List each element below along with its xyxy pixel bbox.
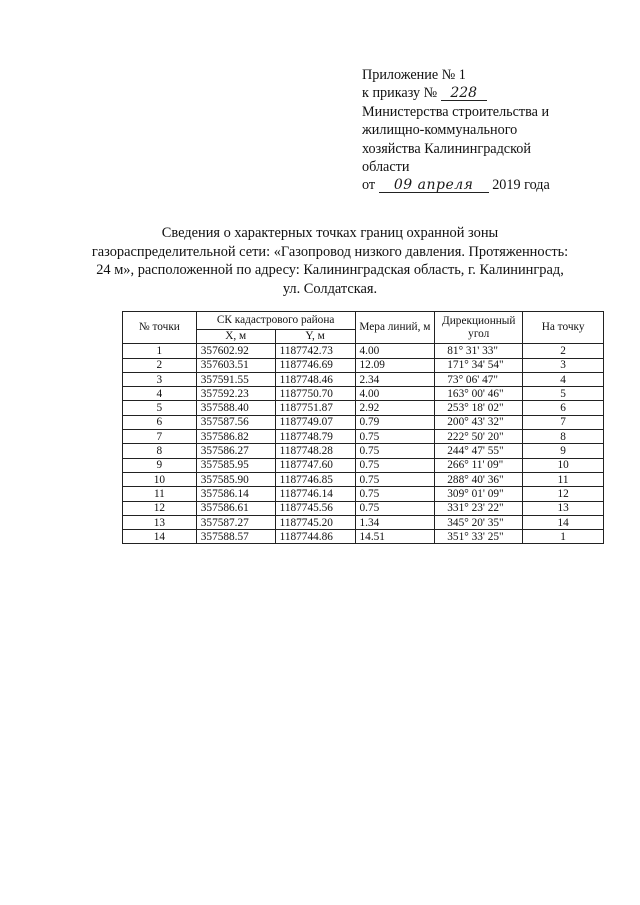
cell-x: 357587.56: [196, 415, 275, 429]
order-date-handwritten: 09 апреля: [379, 178, 489, 193]
cell-y: 1187746.69: [275, 358, 355, 372]
cell-to-point: 14: [523, 515, 604, 529]
appendix-header: [362, 66, 622, 195]
cell-y: 1187745.56: [275, 501, 355, 515]
cell-y: 1187747.60: [275, 458, 355, 472]
title-line: Сведения о характерных точках границ охранной зоны: [161, 225, 499, 241]
cell-point-number: 8: [123, 444, 197, 458]
cell-line-length: 0.75: [355, 430, 435, 444]
cell-y: 1187751.87: [275, 401, 355, 415]
cell-y: 1187748.28: [275, 444, 355, 458]
cell-directional-angle: 171° 34' 54": [435, 358, 523, 372]
cell-x: 357585.95: [196, 458, 275, 472]
cell-line-length: 0.79: [355, 415, 435, 429]
cell-directional-angle: 81° 31' 33": [435, 344, 523, 358]
cell-to-point: 7: [523, 415, 604, 429]
appendix-title: Приложение № 1: [362, 67, 466, 83]
table-row: [123, 372, 604, 386]
cell-directional-angle: 331° 23' 22": [435, 501, 523, 515]
table-row: [123, 501, 604, 515]
cell-directional-angle: 309° 01' 09": [435, 487, 523, 501]
cell-to-point: 1: [523, 530, 604, 544]
cell-to-point: 10: [523, 458, 604, 472]
table-row: [123, 472, 604, 486]
cell-point-number: 3: [123, 372, 197, 386]
cell-to-point: 5: [523, 387, 604, 401]
cell-x: 357586.82: [196, 430, 275, 444]
cell-directional-angle: 345° 20' 35": [435, 515, 523, 529]
cell-y: 1187749.07: [275, 415, 355, 429]
cell-point-number: 7: [123, 430, 197, 444]
cell-directional-angle: 200° 43' 32": [435, 415, 523, 429]
cell-to-point: 4: [523, 372, 604, 386]
table-row: [123, 358, 604, 372]
title-line: газораспределительной сети: «Газопровод низкого давления. Протяженность:: [91, 243, 569, 260]
cell-y: 1187745.20: [275, 515, 355, 529]
cell-line-length: 0.75: [355, 458, 435, 472]
header-y: Y, м: [275, 330, 355, 344]
cell-x: 357603.51: [196, 358, 275, 372]
cell-x: 357588.57: [196, 530, 275, 544]
cell-directional-angle: 244° 47' 55": [435, 444, 523, 458]
cell-point-number: 13: [123, 515, 197, 529]
table-body: [123, 344, 604, 544]
header-cadastral-system: СК кадастрового района: [196, 312, 355, 330]
header-line-length: Мера линий, м: [355, 312, 435, 344]
cell-to-point: 3: [523, 358, 604, 372]
document-title: [70, 224, 590, 298]
ministry-line-4: области: [362, 159, 410, 176]
header-x: X, м: [196, 330, 275, 344]
cell-x: 357602.92: [196, 344, 275, 358]
title-line: ул. Солдатская.: [282, 280, 378, 297]
cell-line-length: 2.34: [355, 372, 435, 386]
cell-to-point: 12: [523, 487, 604, 501]
header-point-number: № точки: [123, 312, 197, 344]
cell-y: 1187744.86: [275, 530, 355, 544]
cell-y: 1187742.73: [275, 344, 355, 358]
header-to-point: На точку: [523, 312, 604, 344]
cell-point-number: 2: [123, 358, 197, 372]
cell-directional-angle: 288° 40' 36": [435, 472, 523, 486]
cell-directional-angle: 266° 11' 09": [435, 458, 523, 472]
cell-to-point: 8: [523, 430, 604, 444]
header-directional-angle: Дирекционный угол: [435, 312, 523, 344]
table-row: [123, 530, 604, 544]
cell-line-length: 0.75: [355, 487, 435, 501]
cell-x: 357586.27: [196, 444, 275, 458]
boundary-points-table: [122, 311, 604, 544]
cell-directional-angle: 73° 06' 47": [435, 372, 523, 386]
cell-line-length: 2.92: [355, 401, 435, 415]
cell-point-number: 6: [123, 415, 197, 429]
cell-line-length: 4.00: [355, 344, 435, 358]
ministry-line-2: жилищно-коммунального: [362, 122, 518, 139]
cell-directional-angle: 253° 18' 02": [435, 401, 523, 415]
cell-x: 357592.23: [196, 387, 275, 401]
ministry-line-3: хозяйства Калининградской: [362, 140, 531, 157]
cell-directional-angle: 222° 50' 20": [435, 430, 523, 444]
cell-to-point: 13: [523, 501, 604, 515]
cell-line-length: 1.34: [355, 515, 435, 529]
cell-point-number: 14: [123, 530, 197, 544]
cell-line-length: 0.75: [355, 444, 435, 458]
cell-y: 1187750.70: [275, 387, 355, 401]
cell-line-length: 0.75: [355, 472, 435, 486]
ministry-line-1: Министерства строительства и: [362, 103, 550, 120]
cell-x: 357588.40: [196, 401, 275, 415]
table-row: [123, 515, 604, 529]
cell-point-number: 10: [123, 472, 197, 486]
cell-to-point: 9: [523, 444, 604, 458]
cell-x: 357587.27: [196, 515, 275, 529]
cell-x: 357591.55: [196, 372, 275, 386]
cell-to-point: 6: [523, 401, 604, 415]
cell-to-point: 11: [523, 472, 604, 486]
cell-to-point: 2: [523, 344, 604, 358]
cell-directional-angle: 351° 33' 25": [435, 530, 523, 544]
table-row: [123, 444, 604, 458]
cell-point-number: 5: [123, 401, 197, 415]
order-date: от 09 апреля 2019 года: [362, 177, 550, 194]
cell-point-number: 1: [123, 344, 197, 358]
cell-x: 357586.14: [196, 487, 275, 501]
cell-x: 357586.61: [196, 501, 275, 515]
table-row: [123, 401, 604, 415]
cell-point-number: 4: [123, 387, 197, 401]
table-row: [123, 415, 604, 429]
cell-point-number: 9: [123, 458, 197, 472]
table-row: [123, 387, 604, 401]
cell-line-length: 12.09: [355, 358, 435, 372]
table-row: [123, 458, 604, 472]
cell-point-number: 11: [123, 487, 197, 501]
table-row: [123, 344, 604, 358]
cell-directional-angle: 163° 00' 46": [435, 387, 523, 401]
table-row: [123, 430, 604, 444]
cell-y: 1187746.14: [275, 487, 355, 501]
cell-x: 357585.90: [196, 472, 275, 486]
cell-y: 1187748.79: [275, 430, 355, 444]
order-reference: к приказу № 228: [362, 84, 622, 102]
cell-y: 1187748.46: [275, 372, 355, 386]
cell-line-length: 14.51: [355, 530, 435, 544]
table-row: [123, 487, 604, 501]
title-line: 24 м», расположенной по адресу: Калининградская область, г. Калининград,: [96, 262, 564, 279]
cell-y: 1187746.85: [275, 472, 355, 486]
cell-line-length: 0.75: [355, 501, 435, 515]
cell-line-length: 4.00: [355, 387, 435, 401]
cell-point-number: 12: [123, 501, 197, 515]
order-number-handwritten: 228: [441, 86, 487, 101]
